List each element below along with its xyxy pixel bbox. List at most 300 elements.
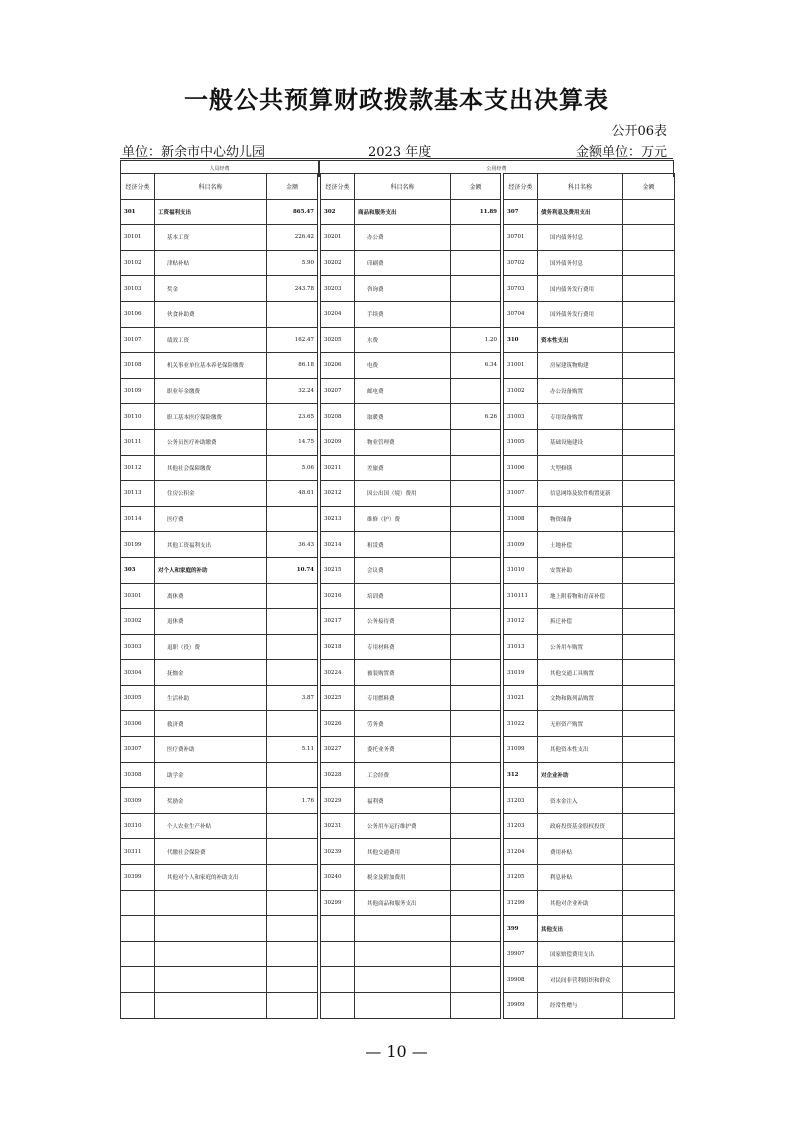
table-row [321, 532, 501, 558]
table-row [504, 327, 675, 353]
code-cell: 30208 [321, 404, 355, 430]
code-cell: 30228 [321, 762, 355, 788]
amount-cell [267, 609, 318, 635]
table-row [321, 993, 501, 1019]
item-name-cell: 手续费 [355, 301, 451, 327]
table-row [321, 378, 501, 404]
code-cell: 30240 [321, 865, 355, 891]
code-cell: 30701 [504, 225, 538, 251]
item-name-cell: 取暖费 [355, 404, 451, 430]
code-cell: 307 [504, 199, 538, 225]
amount-cell: 32.24 [267, 378, 318, 404]
amount-cell [451, 609, 501, 635]
code-cell: 302 [321, 199, 355, 225]
table-row [321, 276, 501, 302]
item-name-cell: 国内债务付息 [538, 225, 623, 251]
item-name-cell: 抚恤金 [155, 660, 267, 686]
item-name-cell: 因公出国（境）费用 [355, 481, 451, 507]
code-cell: 30214 [321, 532, 355, 558]
amount-cell [623, 865, 675, 891]
item-name-cell: 办公费 [355, 225, 451, 251]
table-row [321, 481, 501, 507]
code-cell: 30113 [121, 481, 155, 507]
code-cell: 30106 [121, 301, 155, 327]
code-cell: 30301 [121, 583, 155, 609]
item-name-cell: 公务接待费 [355, 609, 451, 635]
item-name-cell: 培训费 [355, 583, 451, 609]
code-cell: 30303 [121, 634, 155, 660]
code-cell: 30107 [121, 327, 155, 353]
code-cell: 30702 [504, 250, 538, 276]
amount-cell [623, 557, 675, 583]
amount-cell [267, 916, 318, 942]
table-row [121, 506, 318, 532]
item-name-cell: 其他对企业补助 [538, 890, 623, 916]
item-name-cell: 专用燃料费 [355, 685, 451, 711]
item-name-cell: 债务利息及费用支出 [538, 199, 623, 225]
header-code: 经济分类 [504, 174, 538, 200]
header-name: 科目名称 [355, 174, 451, 200]
amount-cell: 243.78 [267, 276, 318, 302]
amount-cell [267, 993, 318, 1019]
code-cell: 303 [121, 557, 155, 583]
table-row [121, 916, 318, 942]
amount-cell [623, 276, 675, 302]
code-cell: 312 [504, 762, 538, 788]
item-name-cell: 地上附着物和青苗补偿 [538, 583, 623, 609]
table-row [504, 378, 675, 404]
code-cell: 39909 [504, 993, 538, 1019]
item-name-cell: 公务用车运行维护费 [355, 813, 451, 839]
code-cell: 31009 [504, 532, 538, 558]
amount-cell [451, 788, 501, 814]
table-row [504, 788, 675, 814]
code-cell: 31299 [504, 890, 538, 916]
code-cell: 30110 [121, 404, 155, 430]
code-cell [121, 890, 155, 916]
item-name-cell: 工会经费 [355, 762, 451, 788]
item-name-cell: 救济费 [155, 711, 267, 737]
header-name: 科目名称 [538, 174, 623, 200]
table-row [321, 455, 501, 481]
amount-cell [451, 378, 501, 404]
table-row [504, 634, 675, 660]
expenditure-table-grid [120, 173, 675, 1019]
table-row [504, 737, 675, 763]
code-cell: 31008 [504, 506, 538, 532]
amount-cell [623, 481, 675, 507]
code-cell: 30215 [321, 557, 355, 583]
item-name-cell: 委托业务费 [355, 737, 451, 763]
table-row [121, 660, 318, 686]
amount-cell [451, 916, 501, 942]
amount-cell [267, 634, 318, 660]
item-name-cell: 奖励金 [155, 788, 267, 814]
table-row [121, 993, 318, 1019]
table-row [121, 327, 318, 353]
code-cell: 31010 [504, 557, 538, 583]
table-row [121, 737, 318, 763]
code-cell: 30311 [121, 839, 155, 865]
item-name-cell: 费用补贴 [538, 839, 623, 865]
amount-cell [267, 762, 318, 788]
amount-cell: 226.42 [267, 225, 318, 251]
amount-cell [623, 327, 675, 353]
item-name-cell: 专用设备购置 [538, 404, 623, 430]
amount-cell [623, 583, 675, 609]
amount-cell: 5.11 [267, 737, 318, 763]
amount-cell [267, 660, 318, 686]
code-cell: 31006 [504, 455, 538, 481]
item-name-cell [155, 916, 267, 942]
item-name-cell: 物资储备 [538, 506, 623, 532]
code-cell: 30108 [121, 353, 155, 379]
table-row [121, 532, 318, 558]
table-row [504, 660, 675, 686]
item-name-cell: 对个人和家庭的补助 [155, 557, 267, 583]
table-row [321, 609, 501, 635]
amount-cell [623, 788, 675, 814]
amount-cell [451, 993, 501, 1019]
amount-cell [623, 609, 675, 635]
table-row [504, 429, 675, 455]
amount-cell [451, 301, 501, 327]
table-row [504, 353, 675, 379]
table-row [121, 250, 318, 276]
table-row [504, 762, 675, 788]
item-name-cell: 资本金注入 [538, 788, 623, 814]
table-row [504, 839, 675, 865]
table-row [321, 967, 501, 993]
item-name-cell: 医疗费 [155, 506, 267, 532]
code-cell: 30206 [321, 353, 355, 379]
code-cell [321, 967, 355, 993]
form-number: 公开06表 [611, 124, 667, 139]
item-name-cell: 基本工资 [155, 225, 267, 251]
code-cell: 30204 [321, 301, 355, 327]
amount-cell: 11.89 [451, 199, 501, 225]
item-name-cell: 专用材料费 [355, 634, 451, 660]
amount-cell [623, 660, 675, 686]
table-row [504, 890, 675, 916]
amount-cell [623, 941, 675, 967]
table-row [121, 583, 318, 609]
table-row [321, 557, 501, 583]
table-row [121, 634, 318, 660]
amount-cell [451, 455, 501, 481]
amount-cell [623, 353, 675, 379]
amount-cell [451, 276, 501, 302]
code-cell: 39907 [504, 941, 538, 967]
amount-cell [623, 199, 675, 225]
item-name-cell: 无形资产购置 [538, 711, 623, 737]
amount-cell [623, 250, 675, 276]
code-cell: 30304 [121, 660, 155, 686]
item-name-cell: 国外债务付息 [538, 250, 623, 276]
table-row [321, 634, 501, 660]
code-cell: 31203 [504, 788, 538, 814]
amount-cell [623, 455, 675, 481]
item-name-cell: 国家赔偿费用支出 [538, 941, 623, 967]
item-name-cell: 邮电费 [355, 378, 451, 404]
code-cell: 30310 [121, 813, 155, 839]
table-row [321, 660, 501, 686]
header-amount: 金额 [267, 174, 318, 200]
table-row [121, 455, 318, 481]
item-name-cell: 会议费 [355, 557, 451, 583]
table-row [321, 788, 501, 814]
table-row [321, 813, 501, 839]
code-cell: 30109 [121, 378, 155, 404]
item-name-cell: 公务员医疗补助缴费 [155, 429, 267, 455]
amount-cell [623, 916, 675, 942]
amount-cell [451, 967, 501, 993]
code-cell: 31022 [504, 711, 538, 737]
amount-cell [267, 301, 318, 327]
header-name: 科目名称 [155, 174, 267, 200]
header-amount: 金额 [451, 174, 501, 200]
code-cell: 30299 [321, 890, 355, 916]
amount-cell: 5.06 [267, 455, 318, 481]
amount-cell [451, 813, 501, 839]
code-cell: 30227 [321, 737, 355, 763]
table-row [321, 250, 501, 276]
table-row [321, 506, 501, 532]
amount-cell: 14.75 [267, 429, 318, 455]
code-cell: 30199 [121, 532, 155, 558]
code-cell [321, 941, 355, 967]
amount-cell [623, 890, 675, 916]
table-row [121, 404, 318, 430]
code-cell: 30305 [121, 685, 155, 711]
amount-cell [451, 685, 501, 711]
item-name-cell [355, 916, 451, 942]
table-row [321, 941, 501, 967]
amount-cell [623, 839, 675, 865]
code-cell: 31204 [504, 839, 538, 865]
amount-cell [623, 762, 675, 788]
table-row [121, 481, 318, 507]
item-name-cell: 土地补偿 [538, 532, 623, 558]
item-name-cell: 政府投资基金股权投资 [538, 813, 623, 839]
item-name-cell: 医疗费补助 [155, 737, 267, 763]
amount-cell [623, 506, 675, 532]
table-row [504, 455, 675, 481]
amount-cell: 6.34 [451, 353, 501, 379]
item-name-cell: 水费 [355, 327, 451, 353]
header-code: 经济分类 [321, 174, 355, 200]
code-cell [121, 993, 155, 1019]
code-cell: 30307 [121, 737, 155, 763]
item-name-cell: 电费 [355, 353, 451, 379]
table-row [121, 225, 318, 251]
code-cell [121, 941, 155, 967]
code-cell: 31021 [504, 685, 538, 711]
code-cell: 30306 [121, 711, 155, 737]
header-rule [120, 158, 673, 159]
table-row [321, 890, 501, 916]
fiscal-year: 2023 年度 [368, 145, 432, 160]
amount-cell: 6.26 [451, 404, 501, 430]
code-cell: 30201 [321, 225, 355, 251]
table-row [121, 353, 318, 379]
code-cell: 30229 [321, 788, 355, 814]
code-cell: 30216 [321, 583, 355, 609]
page-number: — 10 — [365, 1042, 428, 1061]
code-cell: 30202 [321, 250, 355, 276]
item-name-cell: 伙食补助费 [155, 301, 267, 327]
table-row [504, 199, 675, 225]
amount-cell: 5.90 [267, 250, 318, 276]
code-cell: 39908 [504, 967, 538, 993]
code-cell: 31001 [504, 353, 538, 379]
table-row [504, 609, 675, 635]
amount-cell [451, 762, 501, 788]
amount-cell [451, 225, 501, 251]
item-name-cell: 离休费 [155, 583, 267, 609]
table-row [121, 890, 318, 916]
code-cell: 30111 [121, 429, 155, 455]
code-cell [321, 916, 355, 942]
amount-cell [267, 711, 318, 737]
table-row [121, 711, 318, 737]
item-name-cell: 差旅费 [355, 455, 451, 481]
table-public-goods [320, 173, 501, 1019]
item-name-cell: 机关事业单位基本养老保险缴费 [155, 353, 267, 379]
table-row [121, 967, 318, 993]
amount-cell: 3.87 [267, 685, 318, 711]
item-name-cell: 职业年金缴费 [155, 378, 267, 404]
code-cell: 31099 [504, 737, 538, 763]
code-cell: 30308 [121, 762, 155, 788]
item-name-cell: 绩效工资 [155, 327, 267, 353]
item-name-cell: 办公设备购置 [538, 378, 623, 404]
table-row [504, 813, 675, 839]
item-name-cell: 退职（役）费 [155, 634, 267, 660]
page-title: 一般公共预算财政拨款基本支出决算表 [184, 86, 609, 114]
header-amount: 金额 [623, 174, 675, 200]
item-name-cell: 拆迁补偿 [538, 609, 623, 635]
table-row [504, 916, 675, 942]
item-name-cell: 资本性支出 [538, 327, 623, 353]
amount-cell [451, 481, 501, 507]
code-cell: 30226 [321, 711, 355, 737]
table-row [121, 813, 318, 839]
code-cell: 30703 [504, 276, 538, 302]
code-cell: 30399 [121, 865, 155, 891]
item-name-cell: 咨询费 [355, 276, 451, 302]
code-cell: 30203 [321, 276, 355, 302]
code-cell: 30239 [321, 839, 355, 865]
amount-cell: 86.18 [267, 353, 318, 379]
table-row [504, 865, 675, 891]
table-row [504, 993, 675, 1019]
amount-cell [623, 429, 675, 455]
item-name-cell: 税金及附加费用 [355, 865, 451, 891]
amount-cell [451, 865, 501, 891]
code-cell: 30209 [321, 429, 355, 455]
item-name-cell: 代缴社会保险费 [155, 839, 267, 865]
unit-label: 单位：新余市中心幼儿园 [122, 145, 266, 160]
item-name-cell: 福利费 [355, 788, 451, 814]
item-name-cell: 其他资本性支出 [538, 737, 623, 763]
amount-cell [623, 813, 675, 839]
item-name-cell: 个人农业生产补贴 [155, 813, 267, 839]
code-cell: 31005 [504, 429, 538, 455]
amount-cell: 865.47 [267, 199, 318, 225]
item-name-cell: 津贴补贴 [155, 250, 267, 276]
amount-cell [623, 737, 675, 763]
code-cell: 31203 [504, 813, 538, 839]
item-name-cell: 其他支出 [538, 916, 623, 942]
code-cell: 30704 [504, 301, 538, 327]
amount-cell: 162.47 [267, 327, 318, 353]
item-name-cell [155, 941, 267, 967]
table-row [121, 839, 318, 865]
item-name-cell: 印刷费 [355, 250, 451, 276]
table-row [321, 839, 501, 865]
code-cell: 310 [504, 327, 538, 353]
table-row [121, 276, 318, 302]
table-row [321, 353, 501, 379]
amount-cell [267, 865, 318, 891]
code-cell: 30207 [321, 378, 355, 404]
table-row [121, 199, 318, 225]
table-row [504, 941, 675, 967]
item-name-cell: 大型修缮 [538, 455, 623, 481]
table-row [121, 557, 318, 583]
amount-cell [623, 378, 675, 404]
item-name-cell: 对民间非营利组织和群众 [538, 967, 623, 993]
code-cell: 30213 [321, 506, 355, 532]
amount-cell [451, 711, 501, 737]
table-row [121, 762, 318, 788]
item-name-cell: 国内债务发行费用 [538, 276, 623, 302]
table-row [504, 250, 675, 276]
table-row [121, 301, 318, 327]
table-row [504, 481, 675, 507]
amount-cell [267, 941, 318, 967]
item-name-cell [355, 941, 451, 967]
code-cell: 30103 [121, 276, 155, 302]
amount-cell [451, 532, 501, 558]
code-cell [121, 967, 155, 993]
code-cell: 31019 [504, 660, 538, 686]
item-name-cell: 其他工资福利支出 [155, 532, 267, 558]
amount-cell [451, 660, 501, 686]
amount-cell [451, 250, 501, 276]
item-name-cell: 退休费 [155, 609, 267, 635]
code-cell: 31007 [504, 481, 538, 507]
item-name-cell: 生活补助 [155, 685, 267, 711]
item-name-cell: 劳务费 [355, 711, 451, 737]
amount-cell: 1.20 [451, 327, 501, 353]
code-cell [321, 993, 355, 1019]
item-name-cell: 商品和服务支出 [355, 199, 451, 225]
item-name-cell: 其他交通费用 [355, 839, 451, 865]
amount-cell: 36.43 [267, 532, 318, 558]
table-row [321, 199, 501, 225]
code-cell: 30309 [121, 788, 155, 814]
item-name-cell: 维修（护）费 [355, 506, 451, 532]
table-row [321, 429, 501, 455]
table-row [504, 711, 675, 737]
item-name-cell: 房屋建筑物购建 [538, 353, 623, 379]
amount-cell: 23.65 [267, 404, 318, 430]
code-cell [121, 916, 155, 942]
amount-cell [451, 890, 501, 916]
item-name-cell: 被装购置费 [355, 660, 451, 686]
